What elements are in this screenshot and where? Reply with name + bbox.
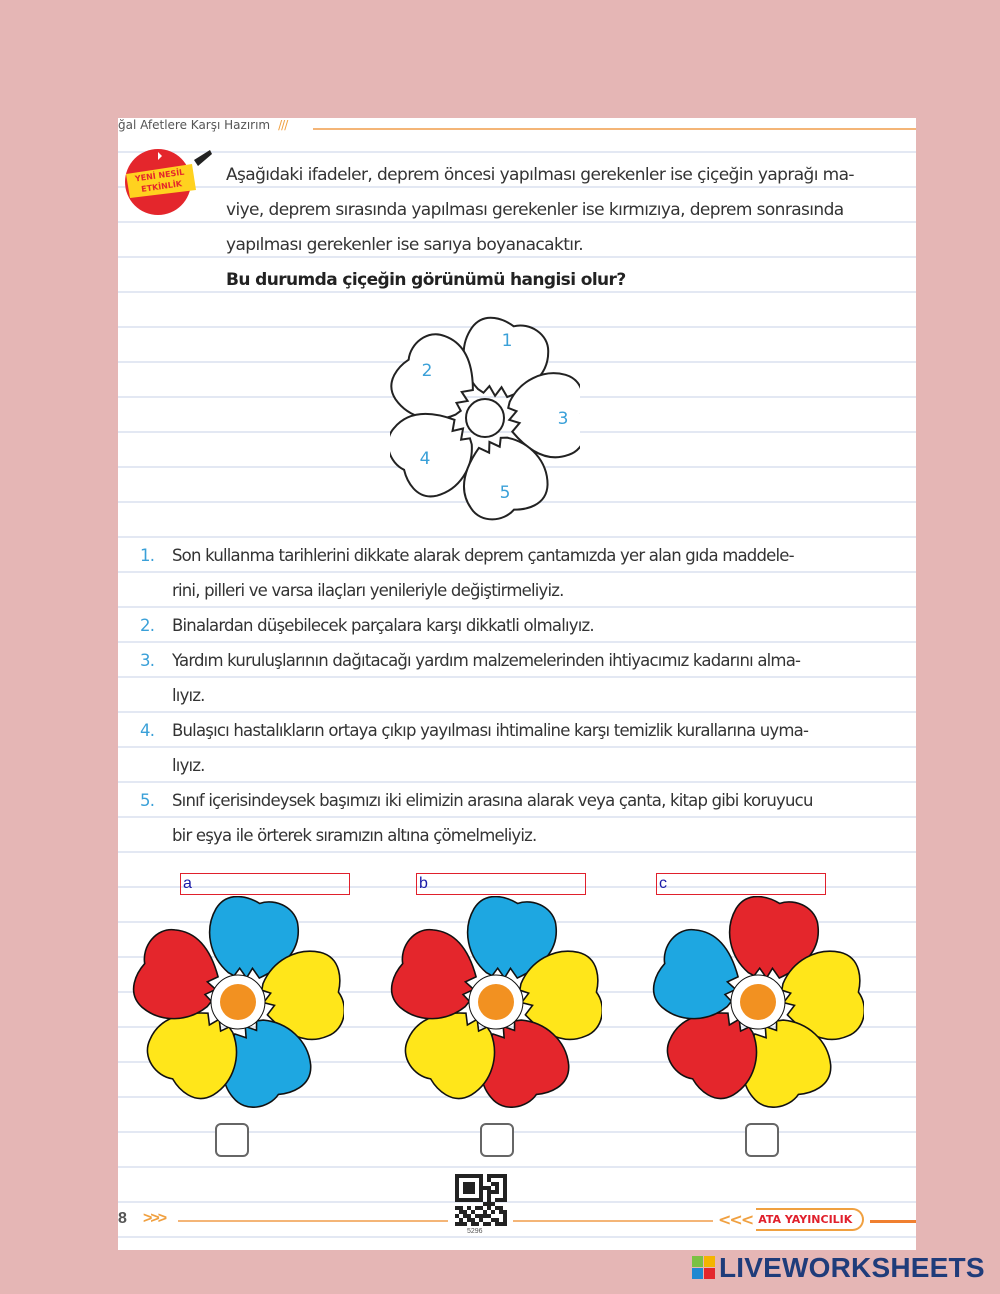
qr-module — [455, 1194, 459, 1198]
statement-number: 5. — [140, 791, 155, 810]
qr-module — [499, 1206, 503, 1210]
qr-module — [491, 1174, 495, 1178]
qr-module — [459, 1206, 463, 1210]
qr-module — [479, 1206, 483, 1210]
statement-number: 4. — [140, 721, 155, 740]
qr-module — [495, 1218, 499, 1222]
liveworksheets-watermark — [692, 1252, 985, 1284]
qr-module — [467, 1186, 471, 1190]
qr-module — [503, 1210, 507, 1214]
qr-module — [479, 1190, 483, 1194]
page-number: 8 — [118, 1210, 127, 1227]
qr-module — [463, 1210, 467, 1214]
qr-module — [495, 1206, 499, 1210]
statement-text: Bulaşıcı hastalıkların ortaya çıkıp yayılması ihtimaline karşı temizlik kurallarına uyma- lıyız. — [172, 721, 809, 775]
qr-module — [455, 1222, 459, 1226]
statement-item — [140, 643, 875, 713]
statement-item — [140, 538, 875, 608]
qr-module — [495, 1222, 499, 1226]
instruction-line-3: yapılması gerekenler ise sarıya boyanacaktır. — [226, 235, 584, 255]
chapter-title: ğal Afetlere Karşı Hazırım — [118, 118, 271, 132]
qr-module — [471, 1186, 475, 1190]
qr-module — [487, 1202, 491, 1206]
instruction-line-2: viye, deprem sırasında yapılması gerekenler ise kırmızıya, deprem sonrasında — [226, 200, 844, 220]
flower-center — [220, 984, 256, 1020]
qr-module — [459, 1218, 463, 1222]
qr-module — [467, 1190, 471, 1194]
qr-module — [475, 1214, 479, 1218]
liveworksheets-text: LIVEWORKSHEETS — [719, 1252, 985, 1283]
option-c-flower — [652, 896, 864, 1108]
qr-module — [455, 1214, 459, 1218]
qr-module — [491, 1218, 495, 1222]
qr-module — [467, 1182, 471, 1186]
petal-number: 3 — [557, 409, 569, 429]
qr-module — [491, 1182, 495, 1186]
qr-module — [463, 1222, 467, 1226]
qr-module — [455, 1178, 459, 1182]
qr-module — [463, 1214, 467, 1218]
qr-module — [471, 1222, 475, 1226]
qr-module — [471, 1210, 475, 1214]
qr-module — [479, 1218, 483, 1222]
qr-module — [479, 1182, 483, 1186]
qr-module — [463, 1186, 467, 1190]
liveworksheets-logo-icon — [692, 1256, 716, 1280]
qr-module — [455, 1174, 459, 1178]
qr-module — [503, 1218, 507, 1222]
statement-number: 1. — [140, 546, 155, 565]
qr-module — [479, 1174, 483, 1178]
qr-module — [487, 1214, 491, 1218]
numbered-flower-diagram — [390, 310, 580, 530]
qr-module — [471, 1174, 475, 1178]
statement-item — [140, 783, 875, 853]
qr-module — [487, 1190, 491, 1194]
option-a-checkbox[interactable] — [215, 1123, 249, 1157]
qr-module — [459, 1198, 463, 1202]
qr-module — [503, 1198, 507, 1202]
qr-module — [487, 1198, 491, 1202]
qr-module — [503, 1174, 507, 1178]
footer-arrows-left: >>> — [143, 1210, 166, 1227]
qr-label: 5296 — [467, 1228, 483, 1235]
qr-module — [499, 1210, 503, 1214]
qr-module — [459, 1174, 463, 1178]
new-generation-activity-badge — [122, 146, 214, 216]
qr-module — [475, 1198, 479, 1202]
qr-module — [467, 1218, 471, 1222]
qr-module — [483, 1186, 487, 1190]
qr-module — [479, 1186, 483, 1190]
qr-module — [471, 1182, 475, 1186]
qr-module — [487, 1178, 491, 1182]
header-decoration: /// — [278, 118, 288, 132]
qr-module — [495, 1198, 499, 1202]
qr-module — [463, 1182, 467, 1186]
qr-module — [499, 1222, 503, 1226]
qr-module — [483, 1210, 487, 1214]
qr-module — [487, 1206, 491, 1210]
petal-number: 1 — [501, 331, 513, 351]
statement-item — [140, 608, 875, 643]
qr-module — [479, 1214, 483, 1218]
qr-module — [503, 1222, 507, 1226]
flower-center — [740, 984, 776, 1020]
badge-line-1: YENİ NESİL — [134, 167, 185, 184]
option-c-checkbox[interactable] — [745, 1123, 779, 1157]
statement-number: 3. — [140, 651, 155, 670]
qr-module — [471, 1198, 475, 1202]
petal-number: 4 — [419, 449, 431, 469]
qr-module — [487, 1222, 491, 1226]
qr-module — [495, 1190, 499, 1194]
qr-module — [503, 1182, 507, 1186]
option-b-flower — [390, 896, 602, 1108]
flower-center — [466, 399, 504, 437]
qr-module — [503, 1194, 507, 1198]
qr-module — [503, 1190, 507, 1194]
qr-module — [491, 1190, 495, 1194]
qr-module — [475, 1222, 479, 1226]
qr-module — [455, 1190, 459, 1194]
qr-module — [483, 1222, 487, 1226]
instruction-line-1: Aşağıdaki ifadeler, deprem öncesi yapılması gerekenler ise çiçeğin yaprağı ma- — [226, 165, 854, 185]
qr-module — [479, 1198, 483, 1202]
option-a-flower — [132, 896, 344, 1108]
publisher-name: ATA YAYINCILIK — [756, 1208, 864, 1231]
statement-text: Binalardan düşebilecek parçalara karşı dikkatli olmalıyız. — [172, 616, 594, 635]
petal-number: 5 — [499, 483, 511, 503]
qr-module — [463, 1190, 467, 1194]
qr-module — [455, 1186, 459, 1190]
statement-list — [140, 538, 875, 853]
option-b-checkbox[interactable] — [480, 1123, 514, 1157]
qr-module — [463, 1198, 467, 1202]
qr-module — [459, 1210, 463, 1214]
footer-rule-right — [870, 1220, 916, 1223]
answer-input-a[interactable]: a — [180, 873, 350, 895]
chapter-header — [118, 118, 287, 132]
qr-module — [467, 1174, 471, 1178]
qr-module — [499, 1174, 503, 1178]
qr-module — [495, 1174, 499, 1178]
qr-module — [479, 1178, 483, 1182]
question-text: Bu durumda çiçeğin görünümü hangisi olur? — [226, 270, 626, 290]
qr-module — [475, 1174, 479, 1178]
qr-module — [495, 1186, 499, 1190]
qr-module — [483, 1202, 487, 1206]
statement-text: Sınıf içerisindeysek başımızı iki elimizin arasına alarak veya çanta, kitap gibi koruyucu bir eşya ile örterek sıramızın altına çömelmeliyiz. — [172, 791, 813, 845]
footer-rule-center — [513, 1220, 713, 1222]
qr-module — [491, 1202, 495, 1206]
pencil-icon — [194, 150, 212, 166]
qr-module — [503, 1178, 507, 1182]
qr-module — [471, 1218, 475, 1222]
worksheet-page — [118, 118, 916, 1250]
qr-module — [455, 1198, 459, 1202]
statement-text: Yardım kuruluşlarının dağıtacağı yardım malzemelerinden ihtiyacımız kadarını alma- lıyız. — [172, 651, 801, 705]
qr-module — [479, 1194, 483, 1198]
qr-module — [467, 1198, 471, 1202]
qr-module — [503, 1214, 507, 1218]
header-rule — [313, 128, 916, 130]
answer-input-b[interactable]: b — [416, 873, 586, 895]
petal-number: 2 — [421, 361, 433, 381]
badge-line-2: ETKİNLİK — [140, 179, 183, 194]
qr-module — [471, 1190, 475, 1194]
qr-module — [487, 1194, 491, 1198]
qr-module — [483, 1214, 487, 1218]
qr-module — [499, 1198, 503, 1202]
qr-module — [491, 1210, 495, 1214]
qr-module — [487, 1186, 491, 1190]
qr-module — [467, 1214, 471, 1218]
answer-input-c[interactable]: c — [656, 873, 826, 895]
instructions — [226, 158, 871, 298]
qr-code-icon[interactable] — [455, 1174, 507, 1226]
qr-module — [503, 1186, 507, 1190]
qr-module — [467, 1206, 471, 1210]
qr-module — [475, 1206, 479, 1210]
qr-module — [487, 1174, 491, 1178]
flower-center — [478, 984, 514, 1020]
qr-module — [455, 1182, 459, 1186]
footer-rule-left — [178, 1220, 448, 1222]
publisher-logo — [718, 1208, 864, 1230]
qr-module — [459, 1222, 463, 1226]
footer-arrows-right: <<< — [718, 1209, 753, 1229]
qr-module — [463, 1174, 467, 1178]
statement-item — [140, 713, 875, 783]
qr-module — [455, 1206, 459, 1210]
statement-number: 2. — [140, 616, 155, 635]
statement-text: Son kullanma tarihlerini dikkate alarak deprem çantamızda yer alan gıda maddele- rini, pilleri ve varsa ilaçları yenileriyle değiştirmeliyiz. — [172, 546, 794, 600]
qr-module — [495, 1182, 499, 1186]
